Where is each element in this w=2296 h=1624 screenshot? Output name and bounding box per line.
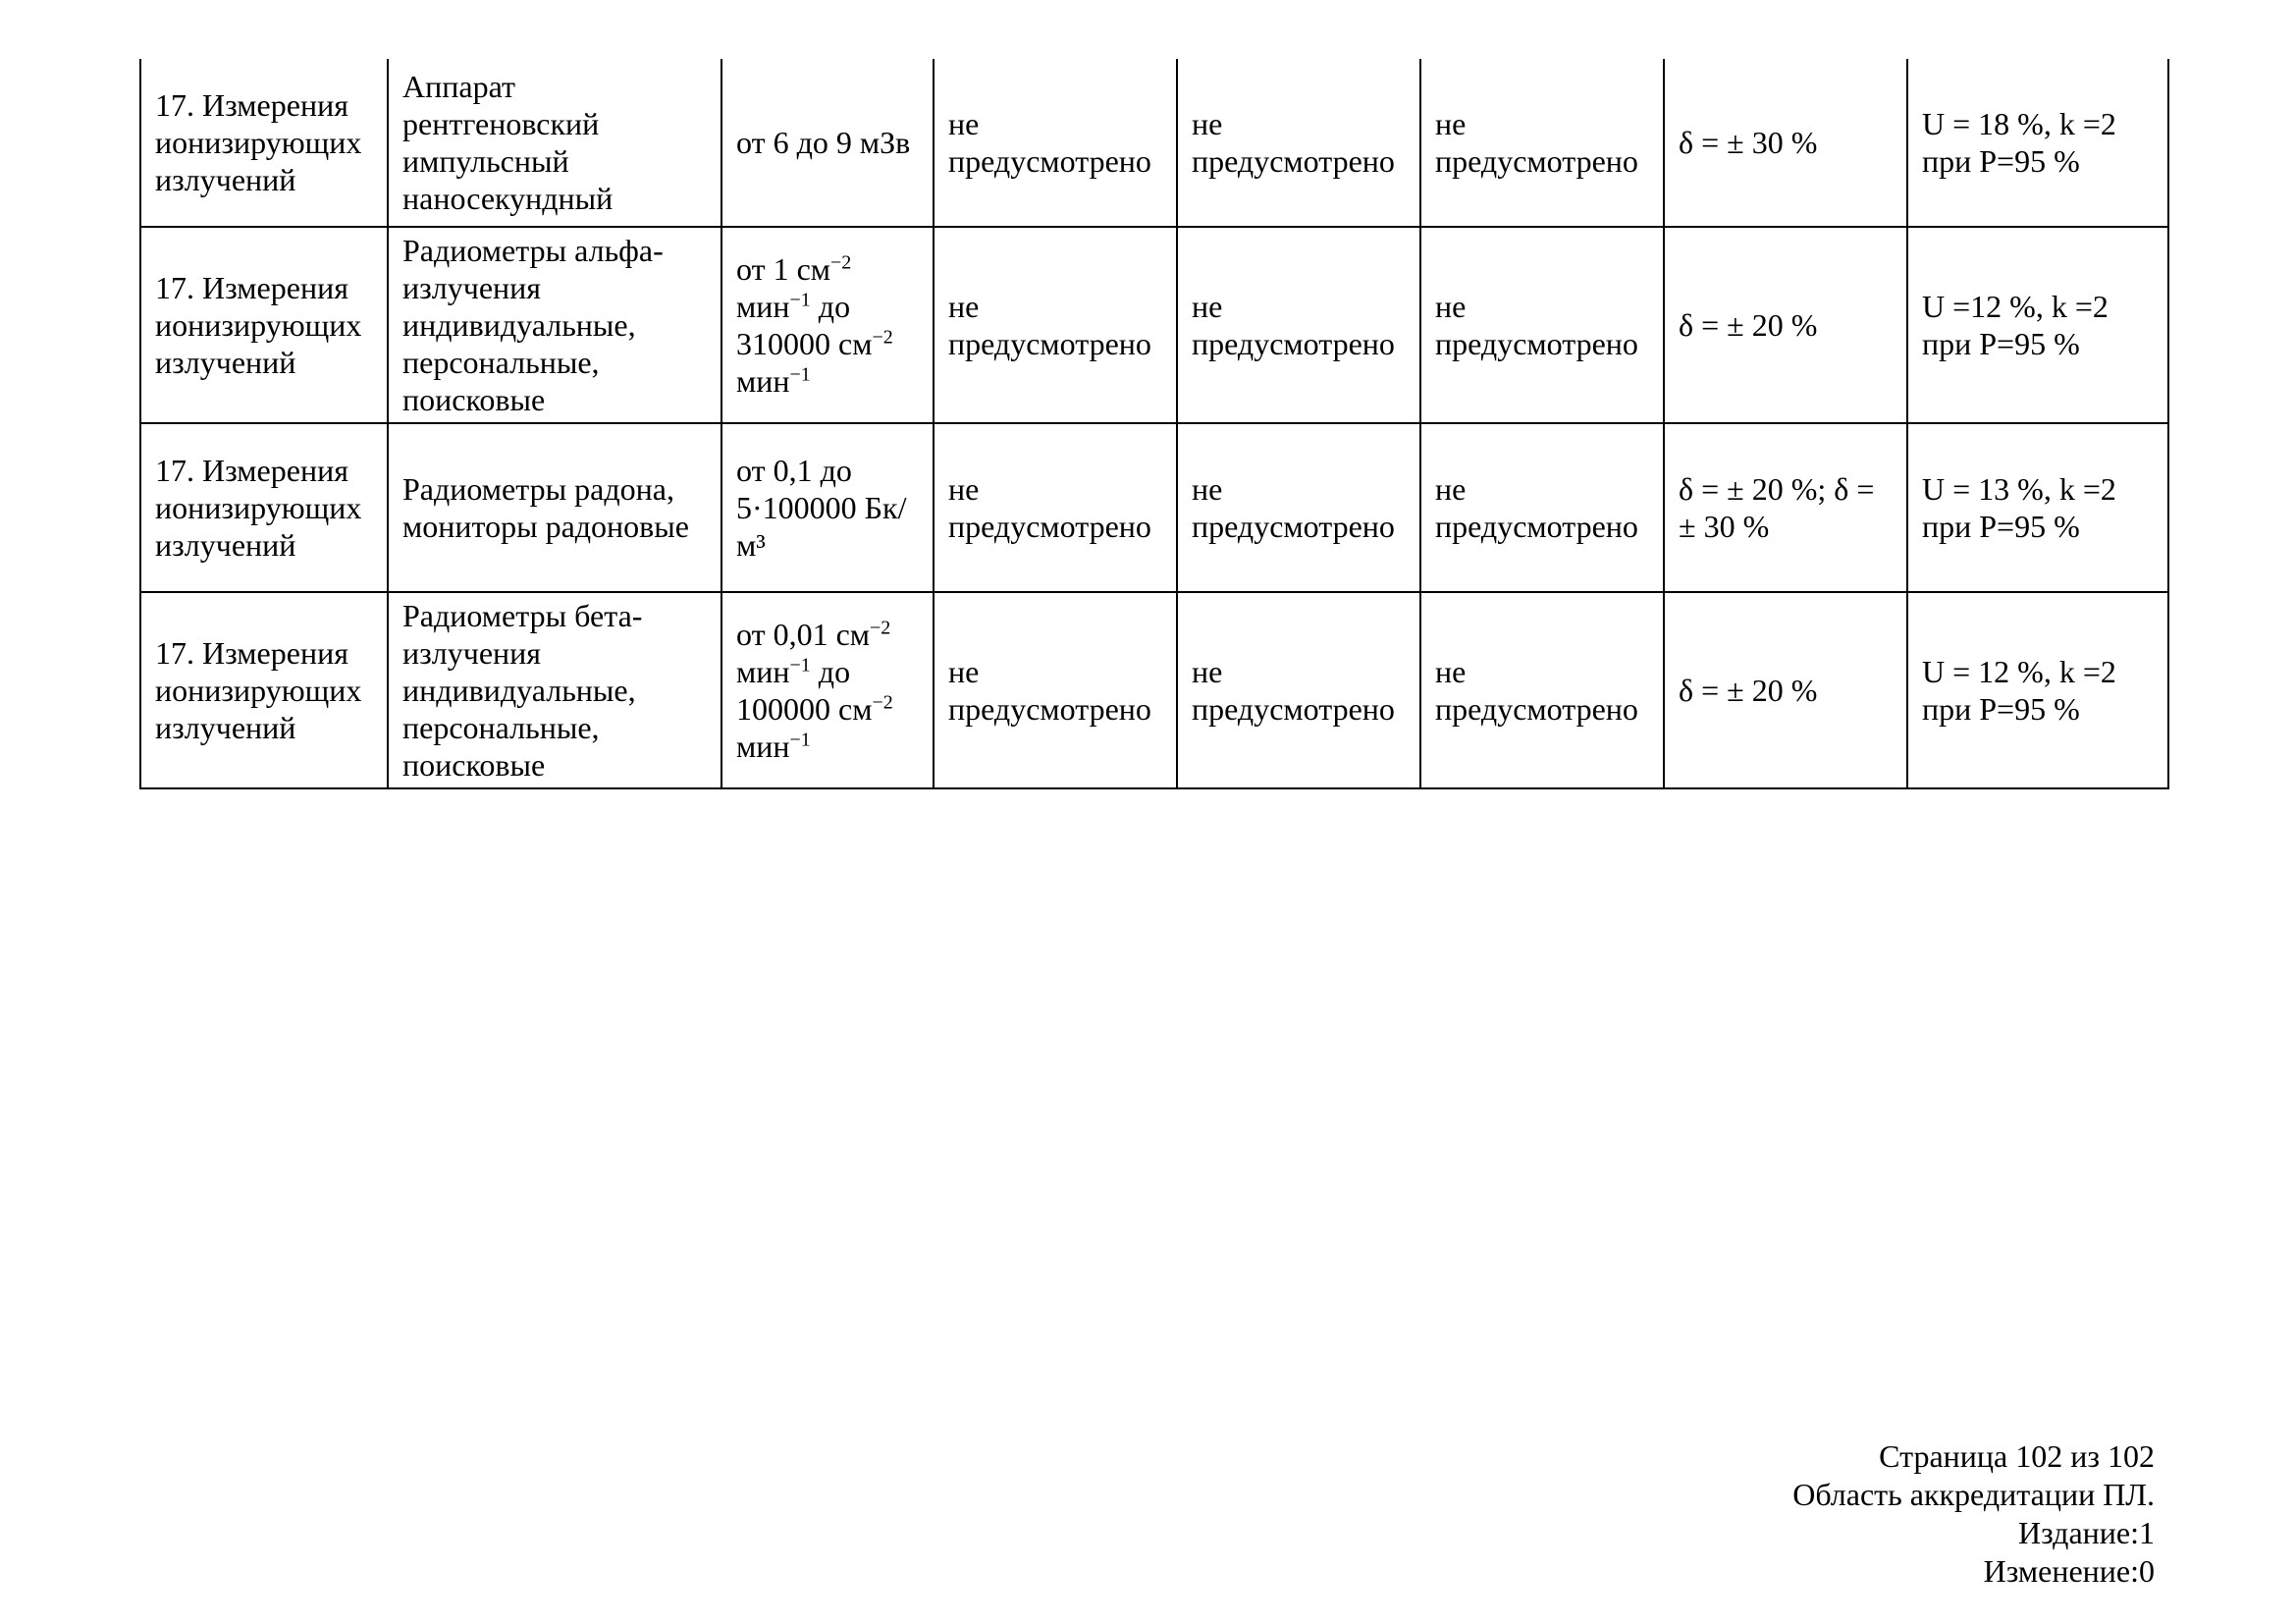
page-number: Страница 102 из 102 <box>1879 1438 2155 1474</box>
error-limit-cell: δ = ± 30 % <box>1664 59 1907 227</box>
table-row <box>140 592 2168 788</box>
not-provided-cell: не предусмотрено <box>1177 423 1420 592</box>
error-limit-cell: δ = ± 20 %; δ = ± 30 % <box>1664 423 1907 592</box>
range-exponent: −1 <box>789 289 811 311</box>
measurement-range-cell: от 0,1 до 5·100000 Бк/м³ <box>721 423 934 592</box>
table-row <box>140 59 2168 227</box>
error-limit-cell: δ = ± 20 % <box>1664 227 1907 423</box>
range-text: до 310000 см <box>736 289 873 361</box>
confidence-level: при P=95 % <box>1922 143 2080 179</box>
range-text: от 1 см <box>736 251 831 287</box>
measurement-field-cell: 17. Измерения ионизирующих излучений <box>140 592 388 788</box>
range-exponent: −2 <box>872 326 893 349</box>
uncertainty-value: U = 12 %, k =2 <box>1922 654 2116 689</box>
range-text: мин <box>736 289 790 324</box>
uncertainty-value: U = 13 %, k =2 <box>1922 471 2116 507</box>
range-text: мин <box>736 729 790 764</box>
measurement-range-cell: от 6 до 9 мЗв <box>721 59 934 227</box>
change-label: Изменение:0 <box>1983 1553 2155 1589</box>
not-provided-cell: не предусмотрено <box>934 592 1177 788</box>
uncertainty-value: U = 18 %, k =2 <box>1922 106 2116 141</box>
table-row <box>140 423 2168 592</box>
not-provided-cell: не предусмотрено <box>1177 59 1420 227</box>
not-provided-cell: не предусмотрено <box>1420 59 1664 227</box>
range-text: от 0,01 см <box>736 617 871 652</box>
not-provided-cell: не предусмотрено <box>934 59 1177 227</box>
error-limit-cell: δ = ± 20 % <box>1664 592 1907 788</box>
measurement-range-cell <box>721 227 934 423</box>
range-exponent: −2 <box>870 617 891 639</box>
uncertainty-cell <box>1907 423 2168 592</box>
uncertainty-cell <box>1907 59 2168 227</box>
not-provided-cell: не предусмотрено <box>1420 592 1664 788</box>
range-exponent: −2 <box>830 251 852 274</box>
range-exponent: −1 <box>789 654 811 677</box>
not-provided-cell: не предусмотрено <box>1177 227 1420 423</box>
range-exponent: −1 <box>789 363 811 386</box>
confidence-level: при P=95 % <box>1922 691 2080 727</box>
confidence-level: при P=95 % <box>1922 326 2080 361</box>
instrument-cell: Радиометры радона, мониторы радоновые <box>388 423 721 592</box>
page-footer <box>1792 1437 2155 1591</box>
not-provided-cell: не предусмотрено <box>1420 227 1664 423</box>
measurement-field-cell: 17. Измерения ионизирующих излучений <box>140 59 388 227</box>
range-exponent: −2 <box>872 691 893 714</box>
range-text: мин <box>736 363 790 399</box>
not-provided-cell: не предусмотрено <box>1177 592 1420 788</box>
measurement-field-cell: 17. Измерения ионизирующих излучений <box>140 423 388 592</box>
instrument-cell: Аппарат рентгеновский импульсный наносекундный <box>388 59 721 227</box>
table-row <box>140 227 2168 423</box>
not-provided-cell: не предусмотрено <box>1420 423 1664 592</box>
range-text: до 100000 см <box>736 654 873 727</box>
not-provided-cell: не предусмотрено <box>934 227 1177 423</box>
confidence-level: при P=95 % <box>1922 509 2080 544</box>
instrument-cell: Радиометры альфа-излучения индивидуальные, персональные, поисковые <box>388 227 721 423</box>
range-text: мин <box>736 654 790 689</box>
edition-label: Издание:1 <box>2018 1515 2155 1550</box>
accreditation-scope-table <box>139 59 2169 789</box>
not-provided-cell: не предусмотрено <box>934 423 1177 592</box>
uncertainty-value: U =12 %, k =2 <box>1922 289 2109 324</box>
range-exponent: −1 <box>789 729 811 751</box>
accreditation-scope-label: Область аккредитации ПЛ. <box>1792 1477 2155 1512</box>
measurement-field-cell: 17. Измерения ионизирующих излучений <box>140 227 388 423</box>
measurement-range-cell <box>721 592 934 788</box>
uncertainty-cell <box>1907 592 2168 788</box>
uncertainty-cell <box>1907 227 2168 423</box>
instrument-cell: Радиометры бета-излучения индивидуальные, персональные, поисковые <box>388 592 721 788</box>
